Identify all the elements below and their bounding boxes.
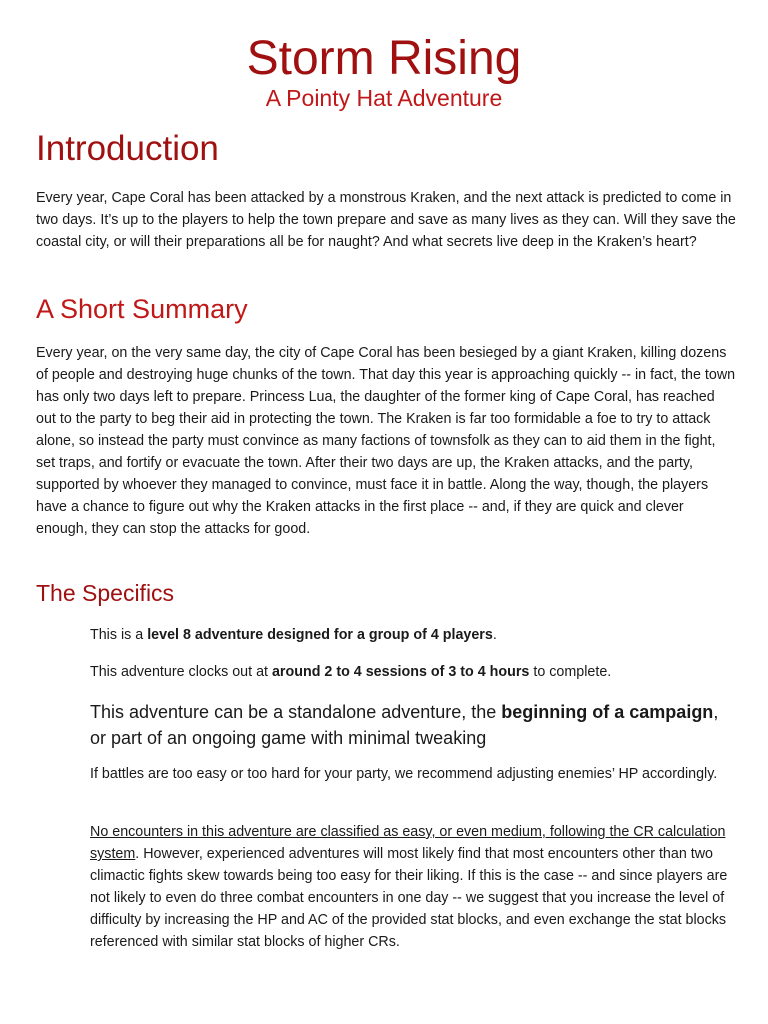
- spec-length-bold: around 2 to 4 sessions of 3 to 4 hours: [271, 664, 530, 680]
- spec-campaign-post: , or part of an ongoing game with minimal tweaking: [90, 702, 719, 748]
- specifics-heading: The Specifics: [36, 580, 175, 606]
- introduction-heading: Introduction: [36, 129, 219, 168]
- doc-title: Storm Rising: [246, 32, 522, 85]
- spec-length-post: to complete.: [529, 664, 612, 680]
- spec-level: [90, 624, 735, 646]
- spec-campaign: [90, 699, 735, 751]
- introduction-text: Every year, Cape Coral has been attacked by a monstrous Kraken, and the next attack is predicted to come in two days. It’s up to the players to help the town prepare and save as many lives as they can. Will they save the coastal city, or will their preparations all be for naught? And what secrets live deep in the Kraken’s heart?: [36, 190, 736, 250]
- spec-balance: If battles are too easy or too hard for your party, we recommend adjusting enemies’ HP accordingly.: [90, 766, 718, 782]
- summary-heading: A Short Summary: [36, 294, 248, 324]
- spec-campaign-pre: This adventure can be a standalone adventure, the: [90, 702, 502, 722]
- spec-level-pre: This is a: [90, 627, 148, 643]
- spec-encounters: [90, 821, 735, 953]
- spec-campaign-bold: beginning of a campaign: [501, 702, 714, 722]
- spec-length-pre: This adventure clocks out at: [90, 664, 272, 680]
- summary-text: Every year, on the very same day, the city of Cape Coral has been besieged by a giant Kraken, killing dozens of people and destroying huge chunks of the town. That day this year is approaching quickly -- in fact, the town has only two days left to prepare. Princess Lua, the daughter of the former king of Cape Coral, has reached out to the party to beg their aid in protecting the town. The Kraken is far too formidable a foe to try to attack alone, so instead the party must convince as many factions of townsfolk as they can to aid them in the fight, set traps, and fortify or evacuate the town. After their two days are up, the Kraken attacks, and the party, supported by whoever they managed to convince, must face it in battle. Along the way, though, the players have a chance to figure out why the Kraken attacks in the first place -- and, if they are quick and clever enough, they can stop the attacks for good.: [36, 345, 736, 537]
- spec-level-post: .: [492, 627, 497, 643]
- spec-encounters-rest: . However, experienced adventures will most likely find that most encounters other than two climactic fights skew towards being too easy for their liking. If this is the case -- and since players are not likely to even do three combat encounters in one day -- we suggest that you increase the level of difficulty by increasing the HP and AC of the provided stat blocks, and even exchange the stat blocks referenced with similar stat blocks of higher CRs.: [90, 846, 728, 950]
- spec-encounters-underlined: No encounters in this adventure are classified as easy, or even medium, following the CR calculation system: [90, 824, 726, 862]
- spec-length: [90, 661, 735, 683]
- spec-level-bold: level 8 adventure designed for a group of 4 players: [147, 627, 493, 643]
- doc-subtitle: A Pointy Hat Adventure: [265, 85, 503, 111]
